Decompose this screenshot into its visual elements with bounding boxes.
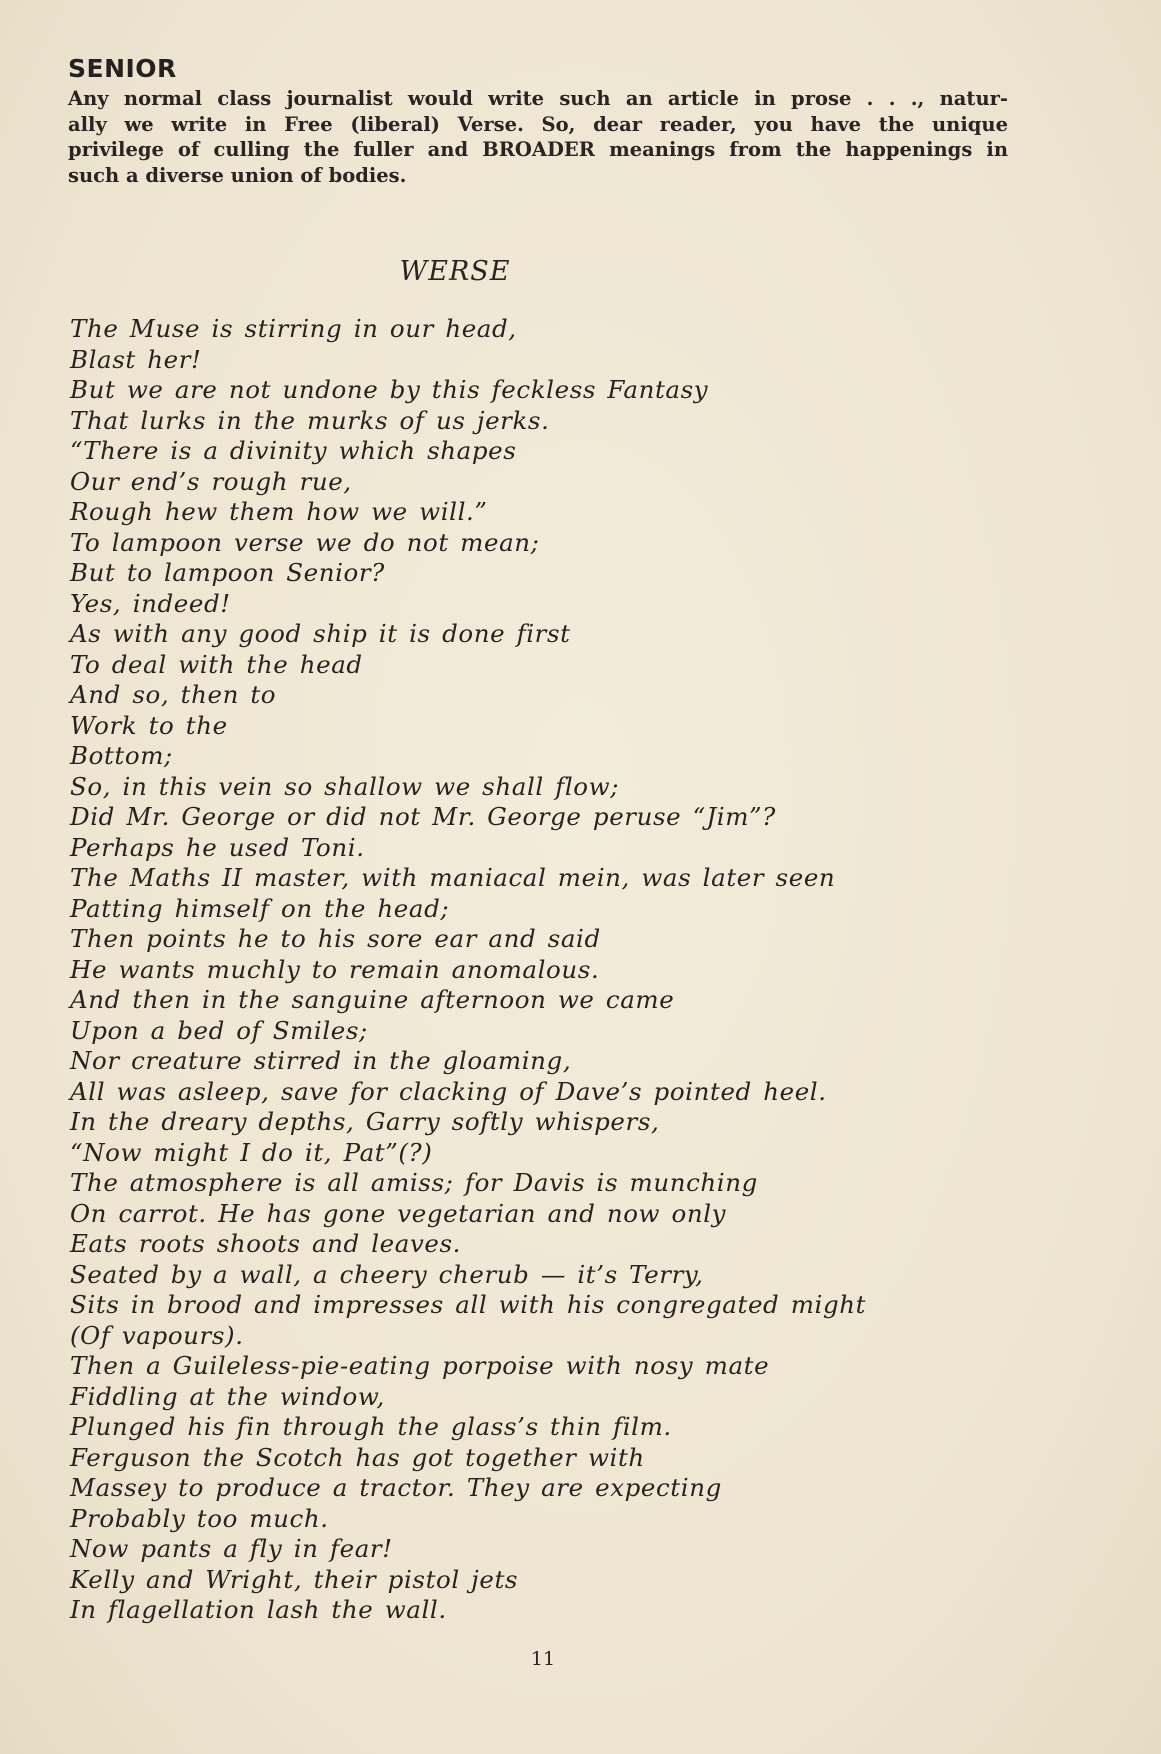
poem-line: As with any good ship it is done first (70, 619, 571, 648)
poem-line: Then points he to his sore ear and said (70, 924, 601, 953)
poem-line: Plunged his fin through the glass’s thin film. (70, 1412, 672, 1441)
poem-line: Sits in brood and impresses all with his congregated might (70, 1290, 867, 1319)
poem-line: Work to the (70, 710, 228, 740)
poem-title: WERSE (399, 256, 511, 287)
poem-line: Then a Guileless-pie-eating porpoise with nosy mate (70, 1351, 770, 1380)
poem-line: Our end’s rough rue, (70, 466, 352, 496)
poem-line: Did Mr. George or did not Mr. George peruse “Jim”? (70, 802, 776, 831)
intro-line: Any normal class journalist would write such an article in prose . . ., natur- (68, 87, 1008, 110)
poem-line: To lampoon verse we do not mean; (70, 527, 540, 557)
section-heading: SENIOR (68, 54, 177, 83)
poem-line: The Maths II master, with maniacal mein, was later seen (70, 863, 836, 892)
poem-line: Ferguson the Scotch has got together with (70, 1442, 645, 1472)
poem-line: “There is a divinity which shapes (70, 436, 517, 465)
poem-body (70, 314, 1070, 1626)
intro-line: ally we write in Free (liberal) Verse. So, dear reader, you have the unique (68, 112, 1008, 136)
poem-line: But to lampoon Senior? (70, 558, 385, 587)
poem-line: All was asleep, save for clacking of Dave’s pointed heel. (70, 1076, 827, 1106)
poem-line: But we are not undone by this feckless Fantasy (70, 375, 709, 404)
poem-line: So, in this vein so shallow we shall flow; (70, 771, 620, 801)
poem-line: Probably too much. (70, 1503, 329, 1533)
poem-line: Blast her! (70, 344, 202, 374)
poem-line: In flagellation lash the wall. (70, 1595, 447, 1624)
intro-line: such a diverse union of bodies. (68, 163, 407, 187)
poem-line: Eats roots shoots and leaves. (70, 1229, 462, 1258)
poem-line: He wants muchly to remain anomalous. (70, 954, 600, 984)
intro-line: privilege of culling the fuller and BROADER meanings from the happenings in (68, 138, 1008, 161)
page-number: 11 (530, 1648, 556, 1670)
poem-line: Yes, indeed! (70, 588, 231, 618)
poem-line: Bottom; (70, 741, 173, 770)
poem-line: And so, then to (70, 680, 277, 709)
poem-line: Seated by a wall, a cheery cherub — it’s Terry, (70, 1259, 704, 1289)
poem-line: “Now might I do it, Pat”(?) (70, 1137, 433, 1167)
poem-line: Massey to produce a tractor. They are expecting (70, 1473, 722, 1502)
intro-paragraph (68, 86, 1008, 188)
poem-line: On carrot. He has gone vegetarian and now only (70, 1198, 727, 1228)
poem-line: Perhaps he used Toni. (70, 832, 365, 862)
poem-line: Upon a bed of Smiles; (70, 1015, 368, 1045)
poem-line: The Muse is stirring in our head, (70, 314, 517, 343)
poem-line: The atmosphere is all amiss; for Davis is munching (70, 1168, 758, 1197)
poem-line: (Of vapours). (70, 1320, 244, 1350)
poem-line: That lurks in the murks of us jerks. (70, 405, 550, 435)
poem-line: Patting himself on the head; (70, 893, 450, 923)
poem-line: Now pants a fly in fear! (70, 1534, 393, 1563)
poem-line: Kelly and Wright, their pistol jets (70, 1564, 519, 1594)
poem-line: And then in the sanguine afternoon we came (70, 985, 675, 1014)
poem-line: To deal with the head (70, 649, 363, 679)
poem-line: Nor creature stirred in the gloaming, (70, 1046, 572, 1075)
poem-line: In the dreary depths, Garry softly whispers, (70, 1107, 660, 1136)
poem-line: Fiddling at the window, (70, 1381, 385, 1411)
poem-line: Rough hew them how we will.” (70, 497, 488, 526)
